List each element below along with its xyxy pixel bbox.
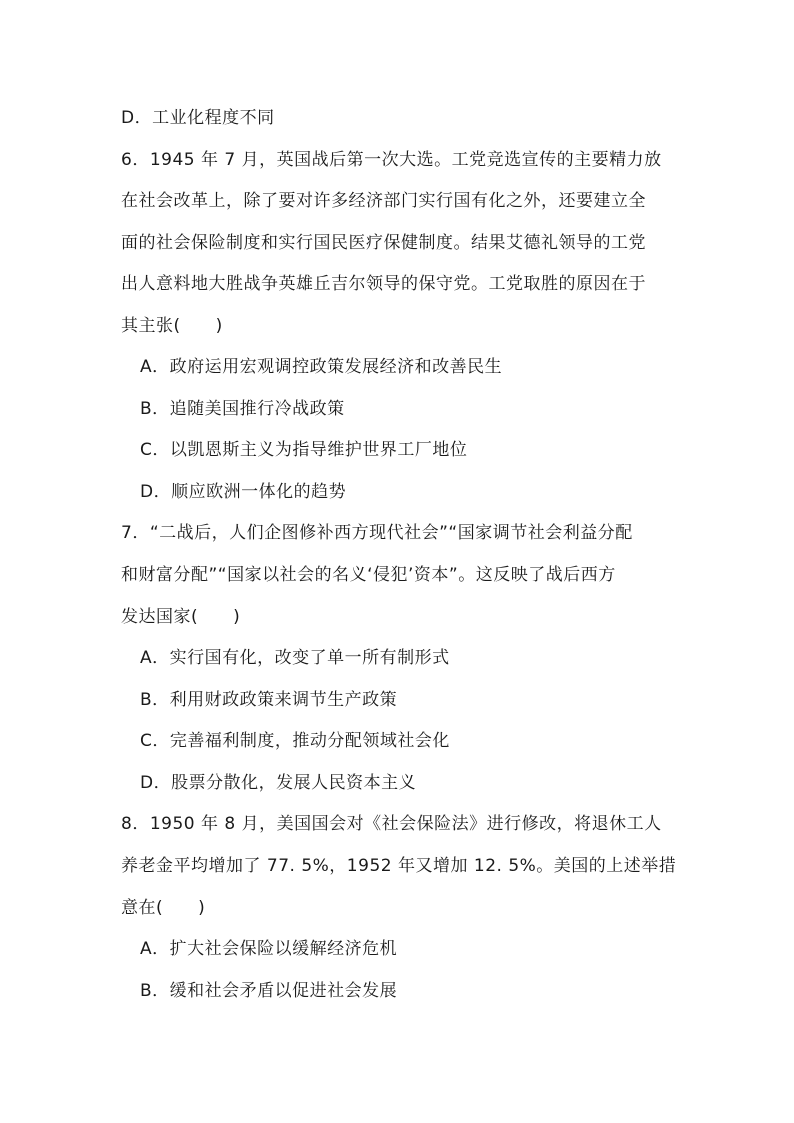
option-c-q6: C．以凯恩斯主义为指导维护世界工厂地位 bbox=[140, 440, 468, 460]
option-d-q7: D．股票分散化，发展人民资本主义 bbox=[140, 773, 417, 793]
question-8-line-1: 8．1950 年 8 月，美国国会对《社会保险法》进行修改，将退休工人 bbox=[121, 814, 662, 834]
question-6-line-5: 其主张( ) bbox=[121, 316, 223, 336]
question-8-line-3: 意在( ) bbox=[121, 898, 206, 918]
option-b-q7: B．利用财政政策来调节生产政策 bbox=[140, 690, 398, 710]
question-6-line-1: 6．1945 年 7 月，英国战后第一次大选。工党竞选宣传的主要精力放 bbox=[121, 150, 662, 170]
question-6-line-4: 出人意料地大胜战争英雄丘吉尔领导的保守党。工党取胜的原因在于 bbox=[121, 274, 646, 294]
question-6-line-2: 在社会改革上，除了要对许多经济部门实行国有化之外，还要建立全 bbox=[121, 191, 646, 211]
question-7-line-3: 发达国家( ) bbox=[121, 607, 241, 627]
option-d-q5: D．工业化程度不同 bbox=[121, 108, 275, 128]
question-6-line-3: 面的社会保险制度和实行国民医疗保健制度。结果艾德礼领导的工党 bbox=[121, 233, 646, 253]
option-b-q8: B．缓和社会矛盾以促进社会发展 bbox=[140, 981, 398, 1001]
question-7-line-2: 和财富分配”“国家以社会的名义‘侵犯’资本”。这反映了战后西方 bbox=[121, 565, 616, 585]
option-d-q6: D．顺应欧洲一体化的趋势 bbox=[140, 482, 347, 502]
option-a-q6: A．政府运用宏观调控政策发展经济和改善民生 bbox=[140, 357, 503, 377]
option-c-q7: C．完善福利制度，推动分配领域社会化 bbox=[140, 731, 450, 751]
option-b-q6: B．追随美国推行冷战政策 bbox=[140, 399, 345, 419]
option-a-q7: A．实行国有化，改变了单一所有制形式 bbox=[140, 648, 450, 668]
question-8-line-2: 养老金平均增加了 77. 5%，1952 年又增加 12. 5%。美国的上述举措 bbox=[121, 856, 677, 876]
option-a-q8: A．扩大社会保险以缓解经济危机 bbox=[140, 939, 398, 959]
question-7-line-1: 7．“二战后，人们企图修补西方现代社会”“国家调节社会利益分配 bbox=[121, 523, 633, 543]
